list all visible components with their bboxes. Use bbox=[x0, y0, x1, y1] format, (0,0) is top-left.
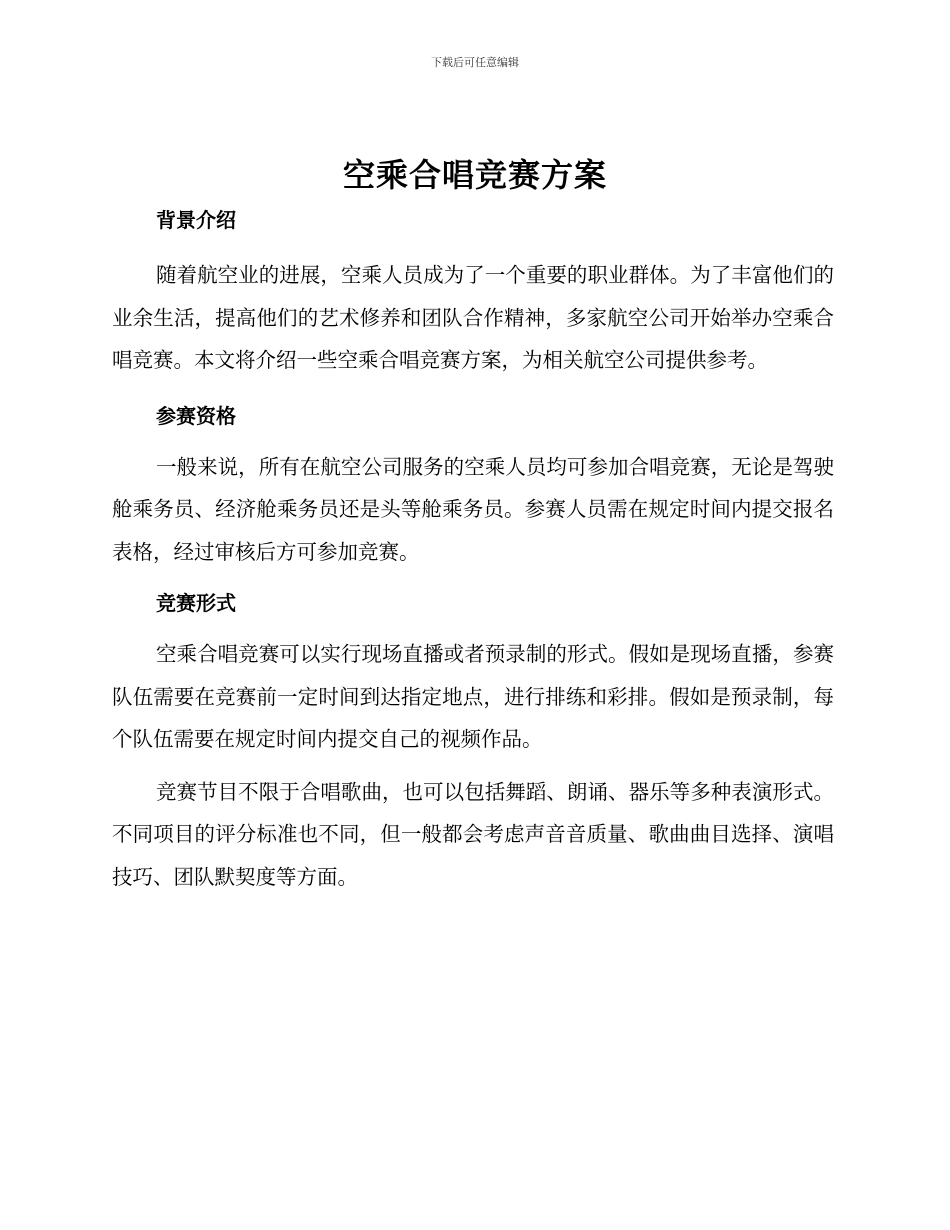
paragraph-format-2: 竞赛节目不限于合唱歌曲，也可以包括舞蹈、朗诵、器乐等多种表演形式。不同项目的评分标准也不同，但一般都会考虑声音音质量、歌曲曲目选择、演唱技巧、团队默契度等方面。 bbox=[112, 779, 834, 889]
page-header-note: 下载后可任意编辑 bbox=[431, 56, 519, 69]
paragraph-background: 随着航空业的进展，空乘人员成为了一个重要的职业群体。为了丰富他们的业余生活，提高他们的艺术修养和团队合作精神，多家航空公司开始举办空乘合唱竞赛。本文将介绍一些空乘合唱竞赛方案，为相关航空公司提供参考。 bbox=[112, 263, 834, 372]
section-heading-format: 竞赛形式 bbox=[156, 591, 236, 615]
document-body bbox=[112, 200, 834, 898]
paragraph-format-1: 空乘合唱竞赛可以实行现场直播或者预录制的形式。假如是现场直播，参赛队伍需要在竞赛前一定时间到达指定地点，进行排练和彩排。假如是预录制，每个队伍需要在规定时间内提交自己的视频作品。 bbox=[112, 642, 834, 751]
document-title: 空乘合唱竞赛方案 bbox=[342, 156, 607, 194]
paragraph-eligibility: 一般来说，所有在航空公司服务的空乘人员均可参加合唱竞赛，无论是驾驶舱乘务员、经济舱乘务员还是头等舱乘务员。参赛人员需在规定时间内提交报名表格，经过审核后方可参加竞赛。 bbox=[112, 454, 834, 564]
section-heading-background: 背景介绍 bbox=[156, 208, 236, 232]
section-heading-eligibility: 参赛资格 bbox=[156, 403, 236, 428]
